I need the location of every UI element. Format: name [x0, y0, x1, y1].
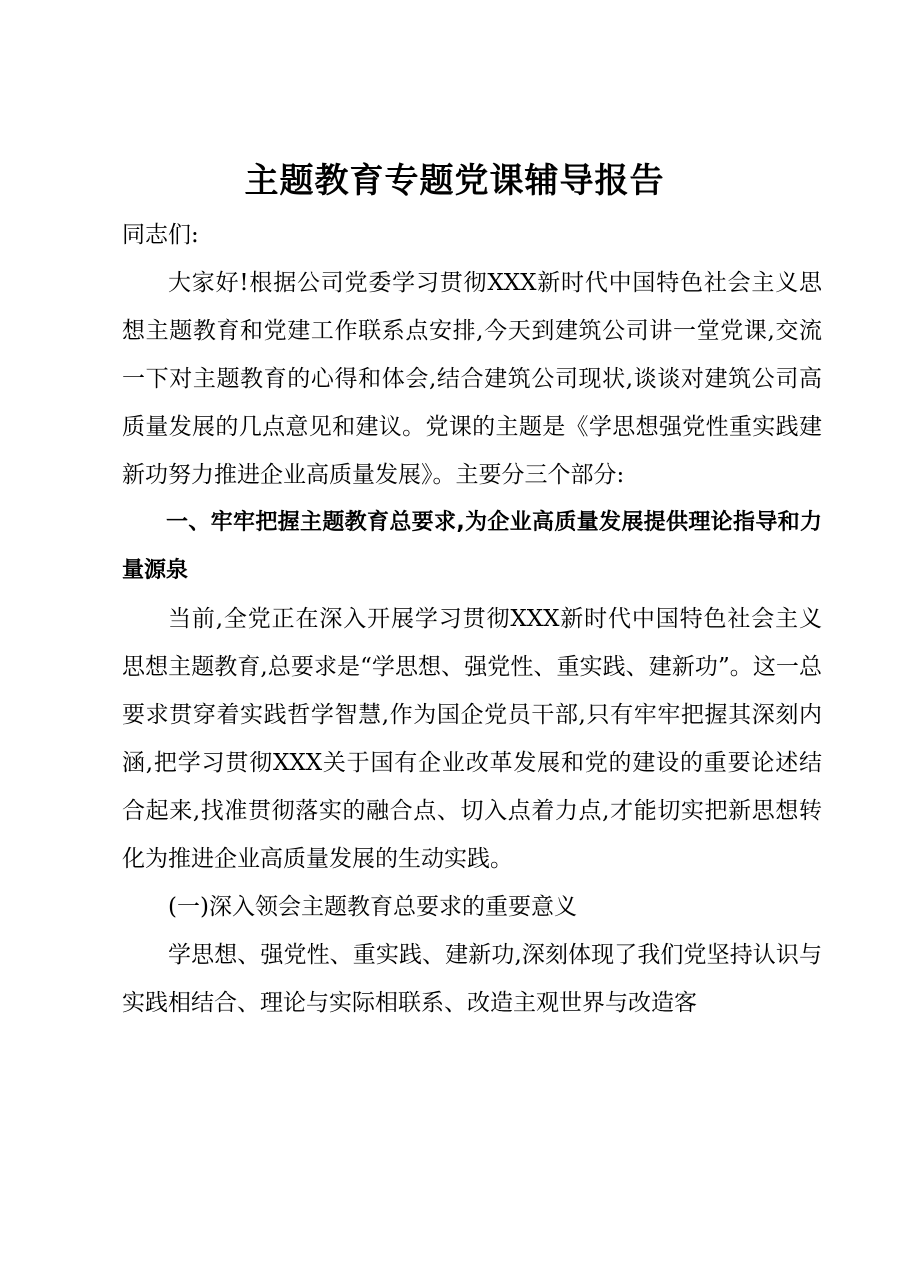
subsection-heading-1: (一)深入领会主题教育总要求的重要意义	[168, 894, 577, 920]
document-title: 主题教育专题党课辅导报告	[244, 161, 665, 201]
paragraph-intro: 大家好!根据公司党委学习贯彻XXX新时代中国特色社会主义思想主题教育和党建工作联系点安排,今天到建筑公司讲一堂党课,交流一下对主题教育的心得和体会,结合建筑公司现状,谈谈对建筑公司高质量发展的几点意见和建议。党课的主题是《学思想强党性重实践建新功努力推进企业高质量发展》。主要分三个部分:	[122, 270, 822, 488]
section-heading-1: 一、牢牢把握主题教育总要求,为企业高质量发展提供理论指导和力量源泉	[122, 510, 822, 583]
greeting: 同志们:	[122, 222, 199, 248]
paragraph-subsection-1: 学思想、强党性、重实践、建新功,深刻体现了我们党坚持认识与实践相结合、理论与实际相联系、改造主观世界与改造客	[122, 942, 822, 1016]
document-body	[122, 211, 822, 1027]
paragraph-section-1: 当前,全党正在深入开展学习贯彻XXX新时代中国特色社会主义思想主题教育,总要求是“学思想、强党性、重实践、建新功”。这一总要求贯穿着实践哲学智慧,作为国企党员干部,只有牢牢把握其深刻内涵,把学习贯彻XXX关于国有企业改革发展和党的建设的重要论述结合起来,找准贯彻落实的融合点、切入点着力点,才能切实把新思想转化为推进企业高质量发展的生动实践。	[122, 606, 822, 872]
